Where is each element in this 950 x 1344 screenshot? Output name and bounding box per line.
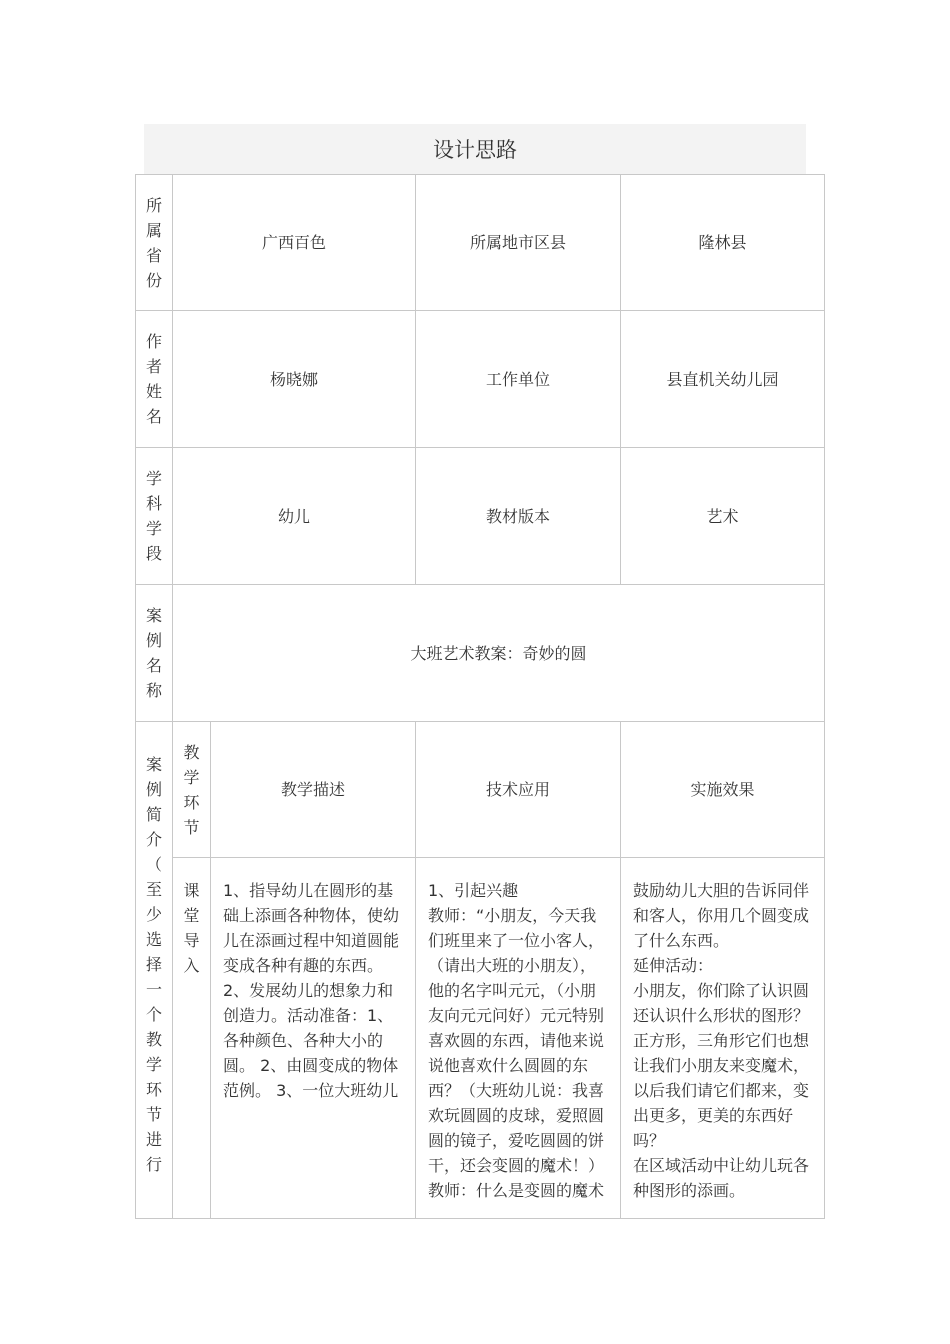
label-char: 名 bbox=[145, 656, 162, 675]
label-char: 课 bbox=[183, 881, 200, 900]
label-char: 作 bbox=[145, 332, 162, 351]
label-char: 入 bbox=[183, 956, 200, 975]
label-char: 节 bbox=[145, 1105, 162, 1124]
value-edition: 艺术 bbox=[621, 448, 825, 585]
label-char: 名 bbox=[145, 407, 162, 426]
label-char: 教 bbox=[183, 742, 200, 762]
label-edition: 教材版本 bbox=[416, 448, 621, 585]
label-char: 学 bbox=[145, 1055, 162, 1074]
label-char: 者 bbox=[145, 357, 162, 376]
stage-value bbox=[173, 858, 211, 1219]
label-char: （ bbox=[145, 855, 162, 874]
value-subject: 幼儿 bbox=[173, 448, 416, 585]
label-char: 节 bbox=[183, 817, 200, 837]
label-char: 堂 bbox=[183, 906, 200, 925]
label-char: 至 bbox=[145, 880, 162, 899]
header-effect: 实施效果 bbox=[621, 722, 825, 858]
label-subject bbox=[135, 448, 173, 585]
value-workplace: 县直机关幼儿园 bbox=[621, 311, 825, 448]
header-stage bbox=[173, 722, 211, 858]
label-char: 份 bbox=[145, 270, 162, 290]
label-char: 进 bbox=[145, 1130, 162, 1149]
desc-text: 1、指导幼儿在圆形的基础上添画各种物体，使幼儿在添画过程中知道圆能变成各种有趣的东西。2、发展幼儿的想象力和创造力。活动准备：1、各种颜色、各种大小的圆。 2、由圆变成的物体范例。 3、一位大班幼儿 bbox=[211, 858, 416, 1219]
label-province bbox=[135, 174, 173, 311]
label-char: 环 bbox=[183, 792, 200, 812]
page-title: 设计思路 bbox=[144, 124, 806, 174]
label-char: 选 bbox=[145, 930, 162, 949]
label-char: 少 bbox=[145, 905, 162, 924]
label-char: 例 bbox=[145, 780, 162, 799]
label-char: 学 bbox=[183, 767, 200, 787]
header-desc: 教学描述 bbox=[211, 722, 416, 858]
value-city: 隆林县 bbox=[621, 174, 825, 311]
label-case-intro bbox=[135, 722, 173, 1219]
label-char: 介 bbox=[145, 830, 162, 849]
label-char: 择 bbox=[145, 955, 162, 974]
effect-text: 鼓励幼儿大胆的告诉同伴和客人，你用几个圆变成了什么东西。 延伸活动： 小朋友，你们除了认识圆还认识什么形状的图形？正方形，三角形它们也想让我们小朋友来变魔术，以后我们请它们都来，变出更多，更美的东西好吗？ 在区域活动中让幼儿玩各种图形的添画。 bbox=[621, 858, 825, 1219]
label-char: 案 bbox=[145, 606, 162, 625]
label-char: 姓 bbox=[145, 382, 162, 401]
label-char: 段 bbox=[145, 544, 162, 563]
label-char: 教 bbox=[145, 1030, 162, 1049]
label-char: 一 bbox=[145, 980, 162, 999]
label-char: 环 bbox=[145, 1080, 162, 1099]
label-char: 属 bbox=[145, 220, 162, 240]
label-char: 案 bbox=[145, 755, 162, 774]
label-char: 行 bbox=[145, 1155, 162, 1174]
label-char: 例 bbox=[145, 631, 162, 650]
label-author bbox=[135, 311, 173, 448]
header-tech: 技术应用 bbox=[416, 722, 621, 858]
label-char: 科 bbox=[145, 494, 162, 513]
label-char: 称 bbox=[145, 681, 162, 700]
label-char: 个 bbox=[145, 1005, 162, 1024]
tech-text: 1、引起兴趣 教师：“小朋友，今天我们班里来了一位小客人，（请出大班的小朋友），他的名字叫元元，（小朋友向元元问好）元元特别喜欢圆的东西，请他来说说他喜欢什么圆圆的东西？（大班幼儿说：我喜欢玩圆圆的皮球，爱照圆圆的镜子，爱吃圆圆的饼干，还会变圆的魔术！） 教师：什么是变圆的魔术 bbox=[416, 858, 621, 1219]
label-char: 所 bbox=[145, 195, 162, 215]
label-workplace: 工作单位 bbox=[416, 311, 621, 448]
label-char: 学 bbox=[145, 469, 162, 488]
label-city: 所属地市区县 bbox=[416, 174, 621, 311]
label-char: 省 bbox=[145, 245, 162, 265]
value-author: 杨晓娜 bbox=[173, 311, 416, 448]
value-province: 广西百色 bbox=[173, 174, 416, 311]
label-char: 简 bbox=[145, 805, 162, 824]
label-char: 导 bbox=[183, 931, 200, 950]
label-case-name bbox=[135, 585, 173, 722]
value-case-name: 大班艺术教案：奇妙的圆 bbox=[173, 585, 825, 722]
label-char: 学 bbox=[145, 519, 162, 538]
